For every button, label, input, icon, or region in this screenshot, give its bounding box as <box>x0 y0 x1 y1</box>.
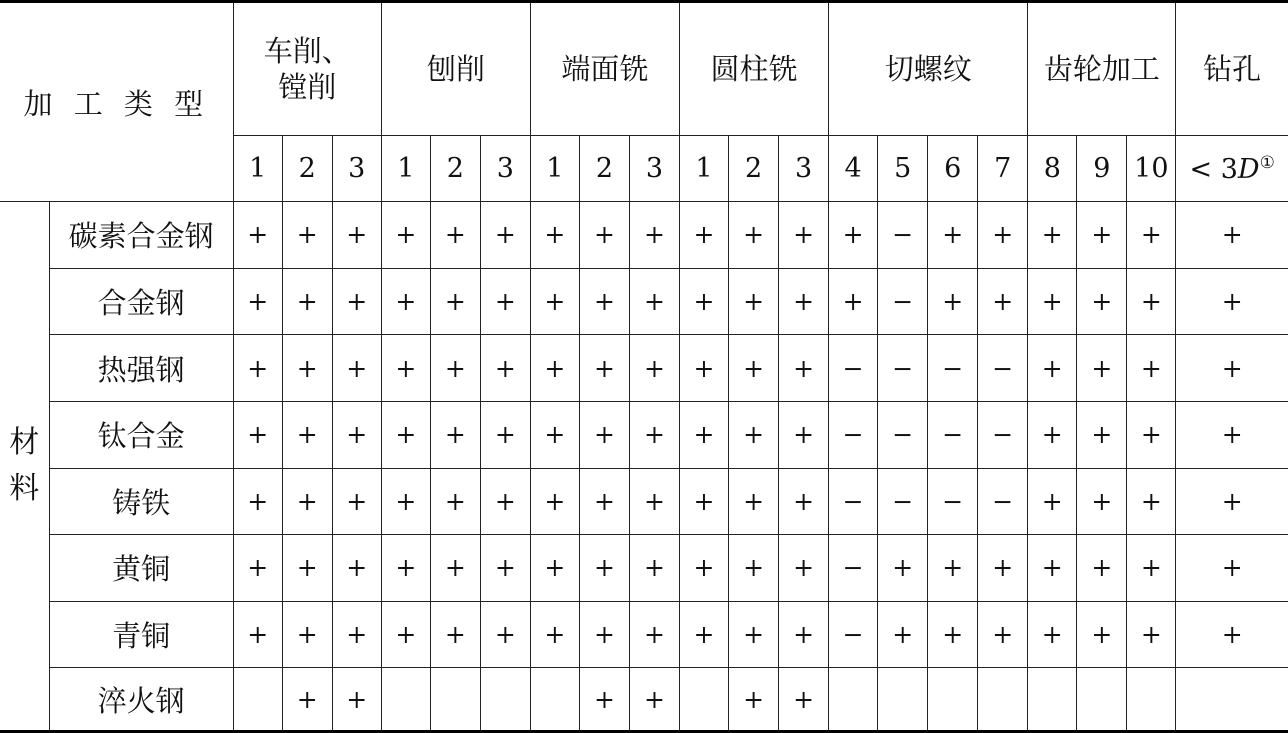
applicability-cell: + <box>1077 601 1127 668</box>
sub-header-cell: 8 <box>1028 136 1077 202</box>
applicability-cell: + <box>233 268 282 335</box>
applicability-cell: + <box>1077 268 1127 335</box>
applicability-cell: + <box>680 268 729 335</box>
applicability-cell: + <box>1077 335 1127 402</box>
applicability-cell: + <box>1028 268 1077 335</box>
applicability-cell: + <box>729 202 779 269</box>
applicability-cell: + <box>233 202 282 269</box>
applicability-cell <box>829 668 878 732</box>
processing-type-header: 加 工 类 型 <box>0 2 233 202</box>
table-row <box>0 535 1288 602</box>
table-row <box>0 401 1288 468</box>
applicability-cell: + <box>430 268 480 335</box>
applicability-cell: + <box>480 401 530 468</box>
applicability-cell: + <box>233 401 282 468</box>
applicability-cell: + <box>430 468 480 535</box>
applicability-cell: + <box>530 401 579 468</box>
applicability-cell: + <box>480 202 530 269</box>
sub-header-cell: 2 <box>729 136 779 202</box>
material-name: 合金钢 <box>49 268 233 335</box>
applicability-cell: + <box>282 668 332 732</box>
applicability-cell: + <box>1127 601 1176 668</box>
applicability-cell: + <box>233 601 282 668</box>
applicability-cell: + <box>530 335 579 402</box>
applicability-cell: + <box>282 468 332 535</box>
applicability-cell: + <box>878 535 928 602</box>
applicability-cell: + <box>430 335 480 402</box>
applicability-cell: + <box>779 535 829 602</box>
sub-header-cell: 10 <box>1127 136 1176 202</box>
applicability-cell: − <box>829 601 878 668</box>
applicability-cell: + <box>530 601 579 668</box>
applicability-cell: − <box>878 268 928 335</box>
applicability-cell: + <box>1176 468 1288 535</box>
applicability-cell: + <box>530 535 579 602</box>
applicability-cell <box>233 668 282 732</box>
material-name: 青铜 <box>49 601 233 668</box>
applicability-cell: + <box>381 268 430 335</box>
applicability-cell: + <box>729 335 779 402</box>
sub-header-cell: 7 <box>978 136 1028 202</box>
applicability-cell: + <box>381 468 430 535</box>
applicability-cell: + <box>928 268 978 335</box>
applicability-cell: − <box>878 401 928 468</box>
applicability-cell: + <box>332 401 381 468</box>
applicability-cell: + <box>1127 202 1176 269</box>
applicability-cell: + <box>729 268 779 335</box>
sub-header-cell: 1 <box>381 136 430 202</box>
applicability-cell: + <box>680 335 729 402</box>
applicability-cell: + <box>928 601 978 668</box>
applicability-cell <box>480 668 530 732</box>
material-side-label <box>0 202 49 732</box>
applicability-cell: + <box>729 535 779 602</box>
applicability-cell: + <box>1127 401 1176 468</box>
applicability-cell: − <box>928 335 978 402</box>
applicability-cell: + <box>779 335 829 402</box>
applicability-cell: + <box>430 535 480 602</box>
applicability-cell: + <box>579 202 629 269</box>
applicability-cell: + <box>282 601 332 668</box>
sub-header-cell: 2 <box>282 136 332 202</box>
applicability-cell: + <box>1127 335 1176 402</box>
sub-header-cell: 3 <box>629 136 679 202</box>
applicability-cell: + <box>779 268 829 335</box>
applicability-cell: + <box>1176 535 1288 602</box>
applicability-cell: + <box>381 202 430 269</box>
material-name: 碳素合金钢 <box>49 202 233 269</box>
drill-prefix: < 3 <box>1189 153 1238 185</box>
applicability-cell: + <box>1176 401 1288 468</box>
applicability-cell: + <box>779 202 829 269</box>
applicability-cell: + <box>680 468 729 535</box>
applicability-cell: + <box>1176 335 1288 402</box>
applicability-cell: + <box>1127 468 1176 535</box>
applicability-cell: + <box>1077 535 1127 602</box>
applicability-cell: + <box>1127 268 1176 335</box>
applicability-cell: + <box>1077 468 1127 535</box>
applicability-cell: + <box>480 335 530 402</box>
applicability-cell: + <box>579 668 629 732</box>
applicability-cell: + <box>332 335 381 402</box>
applicability-cell: + <box>1077 202 1127 269</box>
applicability-cell: + <box>829 202 878 269</box>
applicability-cell: + <box>729 668 779 732</box>
applicability-cell: + <box>729 468 779 535</box>
applicability-cell: + <box>978 268 1028 335</box>
applicability-cell: + <box>579 401 629 468</box>
applicability-cell: + <box>1176 202 1288 269</box>
applicability-cell: + <box>629 268 679 335</box>
applicability-cell: + <box>629 468 679 535</box>
sub-header-cell: 3 <box>779 136 829 202</box>
applicability-cell: + <box>978 601 1028 668</box>
applicability-cell: + <box>680 535 729 602</box>
table-row <box>0 268 1288 335</box>
applicability-cell: − <box>928 401 978 468</box>
material-name: 热强钢 <box>49 335 233 402</box>
applicability-cell: + <box>332 668 381 732</box>
applicability-cell: − <box>829 535 878 602</box>
applicability-cell: + <box>1176 601 1288 668</box>
applicability-cell: − <box>878 202 928 269</box>
applicability-cell: − <box>978 468 1028 535</box>
applicability-cell <box>1077 668 1127 732</box>
applicability-cell <box>530 668 579 732</box>
applicability-cell <box>680 668 729 732</box>
applicability-cell: + <box>530 268 579 335</box>
table-row <box>0 335 1288 402</box>
applicability-cell: + <box>233 335 282 402</box>
applicability-cell: + <box>629 535 679 602</box>
applicability-cell: + <box>480 268 530 335</box>
applicability-cell <box>978 668 1028 732</box>
applicability-cell: − <box>978 335 1028 402</box>
applicability-cell: + <box>579 535 629 602</box>
sub-header-cell: 3 <box>332 136 381 202</box>
applicability-cell <box>430 668 480 732</box>
applicability-cell: + <box>1028 335 1077 402</box>
applicability-cell: + <box>779 601 829 668</box>
applicability-cell: + <box>480 535 530 602</box>
sub-header-cell: 1 <box>680 136 729 202</box>
material-name: 铸铁 <box>49 468 233 535</box>
applicability-cell: + <box>829 268 878 335</box>
applicability-cell: + <box>233 468 282 535</box>
applicability-cell: − <box>878 468 928 535</box>
applicability-cell: + <box>332 202 381 269</box>
applicability-cell: − <box>829 401 878 468</box>
applicability-cell: + <box>1028 401 1077 468</box>
applicability-cell: + <box>629 668 679 732</box>
applicability-cell: + <box>282 202 332 269</box>
footnote-marker: ① <box>1259 152 1275 173</box>
applicability-cell: + <box>430 202 480 269</box>
applicability-cell: + <box>729 401 779 468</box>
applicability-cell: + <box>629 401 679 468</box>
applicability-cell: + <box>381 601 430 668</box>
applicability-cell: + <box>680 401 729 468</box>
applicability-cell: + <box>430 401 480 468</box>
applicability-cell: + <box>1028 202 1077 269</box>
group-header-turning <box>233 2 381 136</box>
group-header-gear-machining: 齿轮加工 <box>1028 2 1176 136</box>
applicability-cell: + <box>779 668 829 732</box>
applicability-cell: + <box>430 601 480 668</box>
applicability-cell: + <box>530 468 579 535</box>
applicability-cell: + <box>282 401 332 468</box>
applicability-cell <box>1127 668 1176 732</box>
applicability-cell: + <box>282 335 332 402</box>
applicability-cell: + <box>978 202 1028 269</box>
applicability-cell: + <box>480 468 530 535</box>
sub-header-cell: 2 <box>430 136 480 202</box>
group-header-cylindrical-milling: 圆柱铣 <box>680 2 829 136</box>
sub-header-cell: 3 <box>480 136 530 202</box>
applicability-cell: + <box>928 535 978 602</box>
applicability-cell: + <box>381 535 430 602</box>
applicability-cell: + <box>282 535 332 602</box>
applicability-cell <box>381 668 430 732</box>
sub-header-cell: 6 <box>928 136 978 202</box>
table-row <box>0 601 1288 668</box>
applicability-cell: + <box>928 202 978 269</box>
applicability-cell: + <box>629 335 679 402</box>
group-header-line: 镗削 <box>278 70 337 104</box>
applicability-cell: + <box>1077 401 1127 468</box>
drill-diameter-header <box>1176 136 1288 202</box>
group-header-face-milling: 端面铣 <box>530 2 679 136</box>
applicability-cell: + <box>579 335 629 402</box>
group-header-planing: 刨削 <box>381 2 530 136</box>
sub-header-cell: 5 <box>878 136 928 202</box>
applicability-cell: − <box>878 335 928 402</box>
table-body <box>0 202 1288 732</box>
applicability-cell <box>878 668 928 732</box>
drill-diameter-symbol: D <box>1237 153 1260 185</box>
applicability-cell: + <box>1028 468 1077 535</box>
applicability-cell: + <box>680 601 729 668</box>
applicability-cell: + <box>282 268 332 335</box>
material-name: 钛合金 <box>49 401 233 468</box>
applicability-cell <box>928 668 978 732</box>
applicability-cell: + <box>978 535 1028 602</box>
sub-header-cell: 1 <box>530 136 579 202</box>
applicability-cell: + <box>233 535 282 602</box>
sub-header-cell: 4 <box>829 136 878 202</box>
sub-header-cell: 9 <box>1077 136 1127 202</box>
applicability-cell: + <box>381 401 430 468</box>
applicability-cell: + <box>332 535 381 602</box>
table-row <box>0 202 1288 269</box>
applicability-cell: + <box>332 601 381 668</box>
applicability-cell: + <box>629 202 679 269</box>
applicability-cell <box>1176 668 1288 732</box>
sub-header-cell: 1 <box>233 136 282 202</box>
applicability-cell: − <box>829 468 878 535</box>
applicability-cell: + <box>1028 535 1077 602</box>
applicability-cell: + <box>530 202 579 269</box>
table-row <box>0 468 1288 535</box>
group-header-row <box>0 2 1288 136</box>
applicability-cell: + <box>680 202 729 269</box>
material-name: 黄铜 <box>49 535 233 602</box>
applicability-cell: + <box>579 468 629 535</box>
sub-header-cell: 2 <box>579 136 629 202</box>
applicability-cell: + <box>579 601 629 668</box>
applicability-cell: − <box>829 335 878 402</box>
applicability-cell: + <box>579 268 629 335</box>
table-row <box>0 668 1288 732</box>
applicability-cell: + <box>878 601 928 668</box>
applicability-cell: + <box>729 601 779 668</box>
group-header-threading: 切螺纹 <box>829 2 1028 136</box>
applicability-cell: + <box>332 268 381 335</box>
applicability-cell: − <box>978 401 1028 468</box>
applicability-cell: + <box>779 468 829 535</box>
applicability-cell: + <box>779 401 829 468</box>
applicability-cell: + <box>332 468 381 535</box>
group-header-line: 车削、 <box>263 34 351 68</box>
group-header-drilling: 钻孔 <box>1176 2 1288 136</box>
material-side-label-text: 材 料 <box>9 425 40 506</box>
material-name: 淬火钢 <box>49 668 233 732</box>
applicability-cell: + <box>1028 601 1077 668</box>
applicability-cell: − <box>928 468 978 535</box>
applicability-cell: + <box>381 335 430 402</box>
applicability-cell: + <box>480 601 530 668</box>
applicability-cell: + <box>1176 268 1288 335</box>
applicability-cell: + <box>629 601 679 668</box>
applicability-cell: + <box>1127 535 1176 602</box>
applicability-cell <box>1028 668 1077 732</box>
